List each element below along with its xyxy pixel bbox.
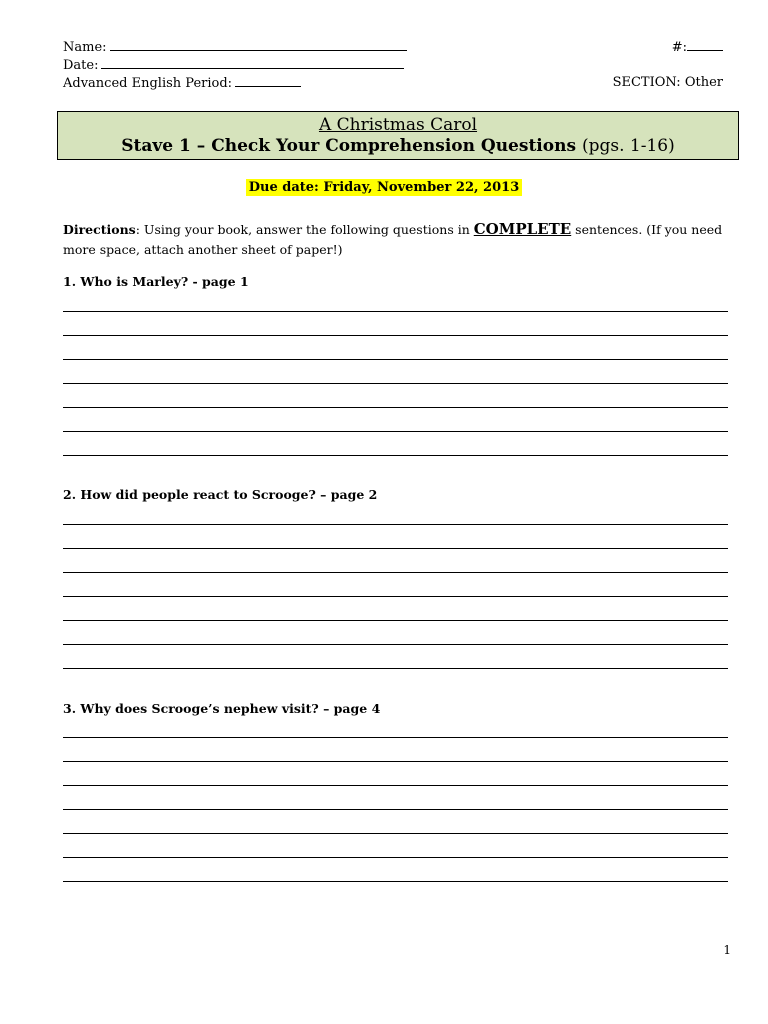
answer-line[interactable]: [63, 311, 728, 312]
directions-label: Directions: [63, 222, 136, 237]
title-box: [57, 111, 739, 160]
answer-line[interactable]: [63, 572, 728, 573]
directions-emphasis: COMPLETE: [473, 220, 572, 238]
due-date: [0, 180, 768, 195]
answer-line[interactable]: [63, 881, 728, 882]
due-date-highlight: Due date: Friday, November 22, 2013: [246, 179, 523, 196]
worksheet-title-main: Stave 1 – Check Your Comprehension Questions: [121, 136, 577, 156]
date-label: Date:: [63, 58, 99, 73]
date-field[interactable]: [101, 56, 404, 69]
question-text: 3. Why does Scrooge’s nephew visit? – page 4: [63, 701, 381, 716]
answer-line[interactable]: [63, 596, 728, 597]
page-range: (pgs. 1-16): [581, 136, 675, 156]
answer-line[interactable]: [63, 359, 728, 360]
section-label: SECTION: Other: [612, 75, 723, 90]
answer-line[interactable]: [63, 668, 728, 669]
header-row-period: [63, 74, 723, 92]
page-number: 1: [723, 943, 731, 957]
answer-line[interactable]: [63, 857, 728, 858]
answer-line[interactable]: [63, 644, 728, 645]
answer-line[interactable]: [63, 383, 728, 384]
number-label: #:: [671, 40, 687, 55]
question-text: 1. Who is Marley? - page 1: [63, 274, 249, 289]
answer-line[interactable]: [63, 620, 728, 621]
answer-line[interactable]: [63, 737, 728, 738]
question-text: 2. How did people react to Scrooge? – page 2: [63, 487, 378, 502]
answer-line[interactable]: [63, 407, 728, 408]
answer-line[interactable]: [63, 548, 728, 549]
period-field[interactable]: [235, 74, 301, 87]
name-field[interactable]: [110, 38, 407, 51]
answer-line[interactable]: [63, 785, 728, 786]
answer-line[interactable]: [63, 761, 728, 762]
directions-text-before: : Using your book, answer the following questions in: [135, 222, 474, 237]
question-2: [63, 486, 728, 504]
header-row-date: [63, 56, 723, 74]
period-label: Advanced English Period:: [63, 76, 233, 91]
answer-line[interactable]: [63, 809, 728, 810]
answer-line[interactable]: [63, 833, 728, 834]
worksheet-title: [58, 135, 738, 157]
header-row-name: [63, 38, 723, 56]
question-3: [63, 700, 728, 718]
directions-text-after: sentences. (If you need more space, attach another sheet of paper!): [63, 222, 723, 257]
answer-line[interactable]: [63, 335, 728, 336]
name-label: Name:: [63, 40, 107, 55]
answer-line[interactable]: [63, 431, 728, 432]
question-1: [63, 273, 728, 291]
answer-line[interactable]: [63, 455, 728, 456]
directions: [63, 219, 728, 260]
book-title: A Christmas Carol: [318, 115, 478, 135]
answer-line[interactable]: [63, 524, 728, 525]
number-field[interactable]: [687, 38, 723, 51]
